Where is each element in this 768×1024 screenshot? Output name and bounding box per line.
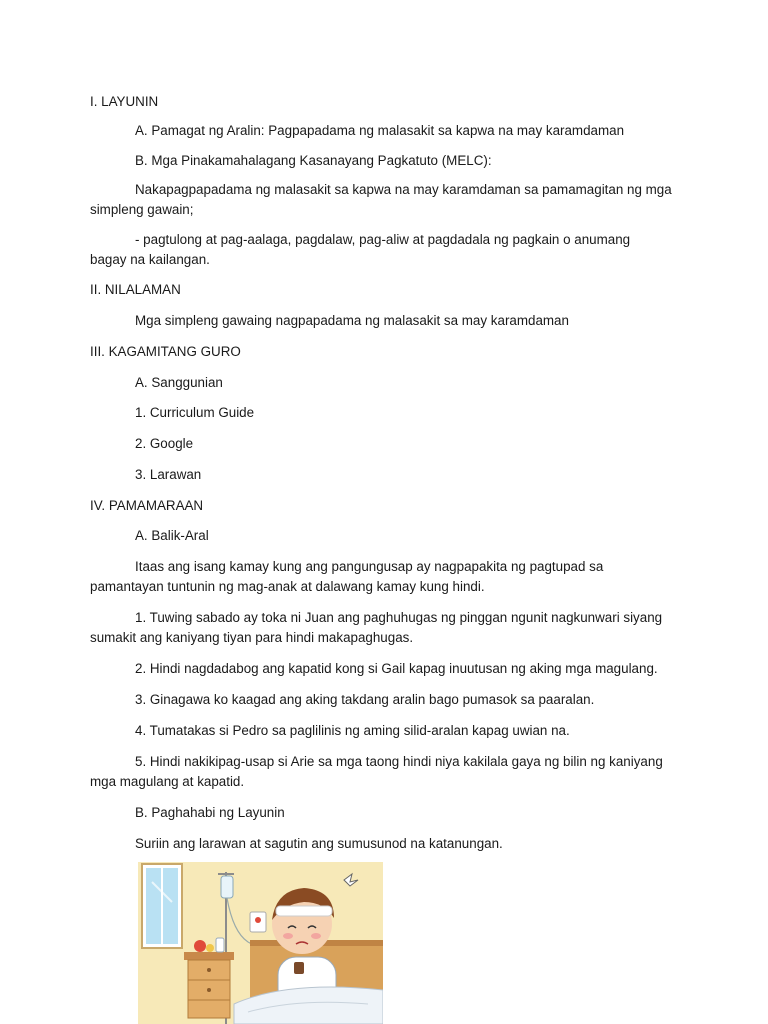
balik-aral-heading: A. Balik-Aral <box>135 528 209 543</box>
reference-item: 2. Google <box>135 436 194 451</box>
statement-4: 4. Tumatakas si Pedro sa paglilinis ng aming silid-aralan kapag uwian na. <box>135 723 570 738</box>
melc-text-line1: Nakapagpapadama ng malasakit sa kapwa na may karamdaman sa pamamagitan ng mga <box>135 182 672 197</box>
statement-5-line1: 5. Hindi nakikipag-usap si Arie sa mga taong hindi niya kakilala gaya ng bilin ng kaniyang <box>135 754 663 769</box>
instruction-line1: Itaas ang isang kamay kung ang pangungusap ay nagpapakita ng pagtupad sa <box>135 559 604 574</box>
paghahabi-instruction: Suriin ang larawan at sagutin ang sumusunod na katanungan. <box>135 836 503 851</box>
statement-2: 2. Hindi nagdadabog ang kapatid kong si Gail kapag inuutusan ng aking mga magulang. <box>135 661 658 676</box>
statement-3: 3. Ginagawa ko kaagad ang aking takdang aralin bago pumasok sa paaralan. <box>135 692 595 707</box>
nilalaman-text: Mga simpleng gawaing nagpapadama ng malasakit sa may karamdaman <box>135 313 569 328</box>
paghahabi-heading: B. Paghahabi ng Layunin <box>135 805 285 820</box>
reference-item: 1. Curriculum Guide <box>135 405 255 420</box>
lesson-title: A. Pamagat ng Aralin: Pagpapadama ng malasakit sa kapwa na may karamdaman <box>135 123 625 138</box>
melc-text-line2: simpleng gawain; <box>90 202 194 217</box>
statement-1-line1: 1. Tuwing sabado ay toka ni Juan ang paghuhugas ng pinggan ngunit nagkunwari siyang <box>135 610 663 625</box>
section-heading-kagamitang-guro: III. KAGAMITANG GURO <box>90 344 241 359</box>
sick-boy-in-bed-image <box>138 862 383 1024</box>
melc-list-line1: - pagtulong at pag-aalaga, pagdalaw, pag-aliw at pagdadala ng pagkain o anumang <box>135 232 631 247</box>
window-image <box>142 864 182 948</box>
instruction-line2: pamantayan tuntunin ng mag-anak at dalawang kamay kung hindi. <box>90 579 485 594</box>
sanggunian-heading: A. Sanggunian <box>135 375 223 390</box>
reference-item: 3. Larawan <box>135 467 202 482</box>
melc-heading: B. Mga Pinakamahalagang Kasanayang Pagkatuto (MELC): <box>135 153 492 168</box>
statement-1-line2: sumakit ang kaniyang tiyan para hindi makapaghugas. <box>90 630 414 645</box>
section-heading-nilalaman: II. NILALAMAN <box>90 282 181 297</box>
section-heading-layunin: I. LAYUNIN <box>90 94 159 109</box>
sick-boy-illustration <box>138 862 383 1024</box>
melc-list-line2: bagay na kailangan. <box>90 252 210 267</box>
statement-5-line2: mga magulang at kapatid. <box>90 774 245 789</box>
section-heading-pamamaraan: IV. PAMAMARAAN <box>90 498 204 513</box>
